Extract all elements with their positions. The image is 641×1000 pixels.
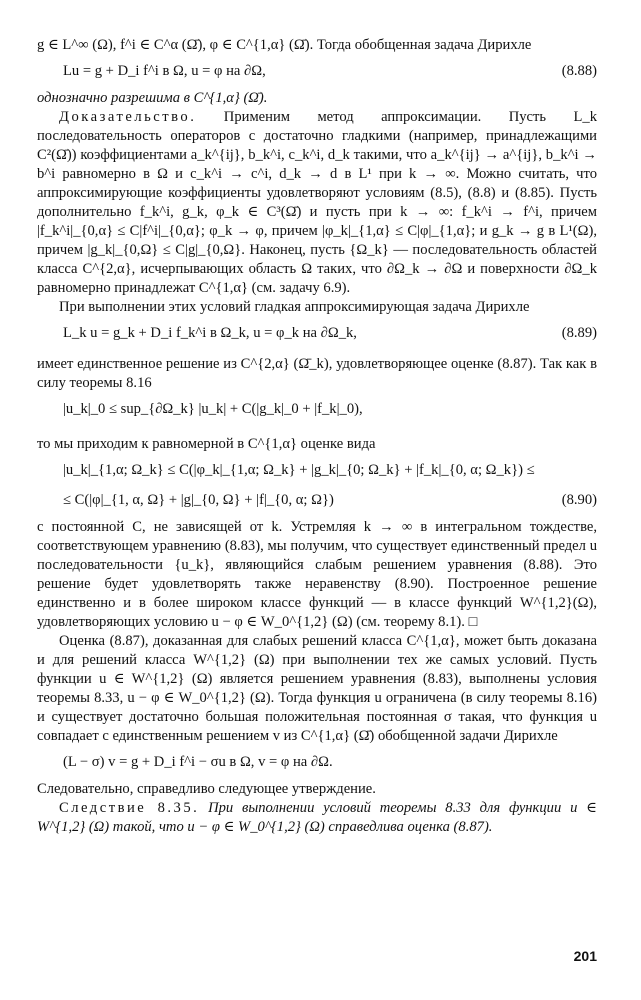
paragraph-proof bbox=[37, 108, 597, 298]
paragraph-7: Следовательно, справедливо следующее утверждение. bbox=[37, 781, 376, 797]
paragraph-3: имеет единственное решение из C^{2,α} (Ω̄_k), удовлетворяющее оценке (8.87). Так как в силу теоремы 8.16 bbox=[37, 356, 597, 391]
paragraph-5: с постоянной C, не зависящей от k. Устремляя k → ∞ в интегральном тождестве, соответствующем уравнению (8.83), мы получим, что существует единственный предел u последовательности {u_k}, являющийся слабым решением уравнения (8.88). Это решение будет удовлетворять также неравенству (8.90). Построенное решение единственно и в более широком классе функций — в классе функций W^{1,2}(Ω), удовлетворяющих условию u − φ ∈ W_0^{1,2} (Ω) (см. теорему 8.1). □ bbox=[37, 519, 597, 630]
proof-heading: Доказательство. bbox=[59, 109, 197, 125]
equation-sup bbox=[37, 397, 597, 431]
corollary-heading: Следствие 8.35. bbox=[59, 800, 200, 816]
page-body bbox=[37, 36, 597, 837]
equation-8-89-number: (8.89) bbox=[561, 325, 597, 341]
page-number: 201 bbox=[573, 948, 597, 964]
equation-8-90a-body: |u_k|_{1,α; Ω_k} ≤ C(|φ_k|_{1,α; Ω_k} + |g_k|_{0; Ω_k} + |f_k|_{0, α; Ω_k}) ≤ bbox=[63, 462, 535, 478]
corollary bbox=[37, 799, 597, 837]
corollary-body: При выполнении условий теоремы 8.33 для функции u ∈ W^{1,2} (Ω) такой, что u − φ ∈ W_0^{1,2} (Ω) справедлива оценка (8.87). bbox=[37, 800, 597, 835]
equation-8-88-number: (8.88) bbox=[561, 63, 597, 79]
equation-8-89 bbox=[37, 321, 597, 351]
equation-8-90b-body: ≤ C(|φ|_{1, α, Ω} + |g|_{0, Ω} + |f|_{0, α; Ω}) bbox=[63, 492, 334, 508]
paragraph-6: Оценка (8.87), доказанная для слабых решений класса C^{1,α}, может быть доказана и для решений класса W^{1,2} (Ω) при выполнении тех же самых условий. Пусть функции u ∈ W^{1,2} (Ω) является решением уравнения (8.83), выполнены условия теоремы 8.33, u − φ ∈ W_0^{1,2} (Ω). Тогда функция u ограничена (в силу теоремы 8.16) и существует достаточно большая положительная постоянная σ такая, что функция u совпадает с единственным решением v из C^{1,α} (Ω̄) обобщенной задачи Дирихле bbox=[37, 633, 597, 744]
equation-last bbox=[37, 750, 597, 776]
equation-sup-body: |u_k|_0 ≤ sup_{∂Ω_k} |u_k| + C(|g_k|_0 + |f_k|_0), bbox=[63, 401, 363, 417]
paragraph-4: то мы приходим к равномерной в C^{1,α} оценке вида bbox=[37, 436, 376, 452]
text-line-1: g ∈ L^∞ (Ω), f^i ∈ C^α (Ω̄), φ ∈ C^{1,α} (Ω̄). Тогда обобщенная задача Дирихле bbox=[37, 37, 532, 53]
equation-last-body: (L − σ) v = g + D_i f^i − σu в Ω, v = φ на ∂Ω. bbox=[63, 754, 333, 770]
equation-8-90-number: (8.90) bbox=[561, 492, 597, 508]
paragraph-proof-body: Применим метод аппроксимации. Пусть L_k последовательность операторов с достаточно гладкими (например, принадлежащими C²(Ω̄)) коэффициентами a_k^{ij}, b_k^i, c_k^i, d_k такими, что a_k^{ij} → a^{ij}, b_k^i → b^i равномерно в Ω и c_k^i → c^i, d_k → d в L¹ при k → ∞. Можно считать, что аппроксимирующие коэффициенты удовлетворяют условиям (8.5), (8.8) и (8.85). Пусть дополнительно f_k^i, g_k, φ_k ∈ C³(Ω̄) и пусть при k → ∞: f_k^i → f^i, причем |f_k^i|_{0,α} ≤ C|f^i|_{0,α}; φ_k → φ, причем |φ_k|_{1,α} ≤ C|φ|_{1,α}; и g_k → g в L¹(Ω), причем |g_k|_{0,Ω} ≤ C|g|_{0,Ω}. Наконец, пусть {Ω_k} — последовательность областей класса C^{2,α}, исчерпывающих область Ω таких, что ∂Ω_k → ∂Ω и поверхности ∂Ω_k равномерно принадлежат C^{1,α} (см. задачу 6.9). bbox=[37, 109, 597, 296]
equation-8-90b bbox=[37, 488, 597, 514]
text-line-2: однозначно разрешима в C^{1,α} (Ω̄). bbox=[37, 90, 268, 106]
equation-8-89-body: L_k u = g_k + D_i f_k^i в Ω_k, u = φ_k на ∂Ω_k, bbox=[63, 325, 357, 341]
paragraph-2: При выполнении этих условий гладкая аппроксимирующая задача Дирихле bbox=[59, 299, 530, 315]
equation-8-90a bbox=[37, 458, 597, 484]
equation-8-88 bbox=[37, 59, 597, 85]
equation-8-88-body: Lu = g + D_i f^i в Ω, u = φ на ∂Ω, bbox=[63, 63, 266, 79]
